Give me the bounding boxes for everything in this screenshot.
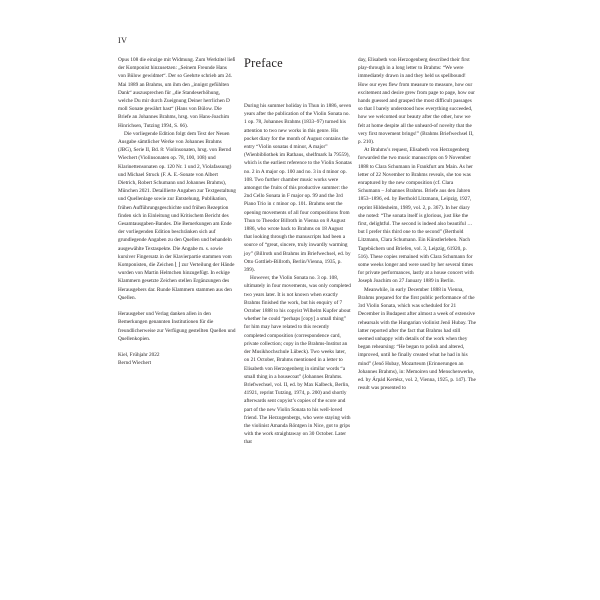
middle-paragraph-1: During his summer holiday in Thun in 1886, seven years after the publication of the Violin Sonata no. 1 op. 78, Johannes Brahms (1833–97) turned his attention to two new works in this genre. His pocket diary for the month of August contains the entry “Violin sonatas d minor, A major” (Wienbibliothek im Rathaus, shelfmark Ia 79559), which is the earliest reference to the Violin Sonatas no. 2 in A major op. 100 and no. 3 in d minor op. 108. Two further chamber music works were amongst the fruits of this productive summer: the 2nd Cello Sonata in F major op. 99 and the 3rd Piano Trio in c minor op. 101. Brahms sent the opening movements of all four compositions from Thun to Theodor Billroth in Vienna on 8 August 1886, who wrote back to Brahms on 18 August that looking through the manuscripts had been a source of “great, sincere, truly inwardly warming joy” (Billroth und Brahms im Briefwechsel, ed. by Otto Gottlieb-Billroth, Berlin/Vienna, 1935, p. 399).	[244, 103, 352, 274]
left-paragraph-1: Opus 108 die einzige mit Widmung. Zum Werktitel ließ der Komponist hinzusetzen: „Seinem Freunde Hans von Bülow gewidmet“. Der so Geehrte schrieb am 24. Mai 1889 an Brahms, um ihm den „innigst gefühlten Dank“ auszusprechen für „die Standeserhöhung, welche Du mir durch Zueignung Deiner herrlichen D moll Sonate gewährt hast“ (Hans von Bülow. Die Briefe an Johannes Brahms, hrsg. von Hans-Joachim Hinrichsen, Tutzing 1994, S. 66).	[118, 57, 236, 129]
preface-heading: Preface	[244, 56, 283, 70]
right-paragraph-3: Meanwhile, in early December 1888 in Vienna, Brahms prepared for the first public performance of the 3rd Violin Sonata, which was scheduled for 21 December in Budapest after almost a week of extensive rehearsals with the Hungarian violinist Jenő Hubay. The latter reported after the fact that Brahms had still seemed unhappy with details of the work when they began rehearsing: “He began to polish and altered, improved, until he finally created what he had in his mind” (Jenő Hubay, Mozarteum (Erinnerungen an Johannes Brahms), in: Memoiren und Menschenwerke, ed. by Árpád Kertész, vol. 2, Vienna, 1925, p. 147). The result was presented to	[358, 286, 476, 392]
right-column	[358, 56, 476, 392]
right-paragraph-2: At Brahms’s request, Elisabeth von Herzogenberg forwarded the two music manuscripts on 9 November 1888 to Clara Schumann in Frankfurt am Main. As her letter of 22 November to Brahms reveals, she too was enraptured by the new composition (cf. Clara Schumann – Johannes Brahms. Briefe aus den Jahren 1853–1896, ed. by Berthold Litzmann, Leipzig, 1927, reprint Hildesheim, 1989, vol. 2, p. 367). In her diary she noted: “The sonata itself is glorious, just like the first, delightful. The second is indeed also beautiful … but I prefer this third one to the second” (Berthold Litzmann, Clara Schumann. Ein Künstlerleben. Nach Tagebüchern und Briefen, vol. 3, Leipzig, 61920, p. 516). These copies remained with Clara Schumann for some weeks longer and were used by her several times for private performances, lastly at a house concert with Joseph Joachim on 27 January 1889 in Berlin.	[358, 147, 474, 285]
middle-body	[244, 102, 352, 447]
signoff-name: Bernd Wiechert	[118, 360, 152, 367]
page-number: IV	[118, 36, 128, 45]
left-paragraph-2: Die vorliegende Edition folgt dem Text der Neuen Ausgabe sämtlicher Werke von Johannes Brahms (JBG), Serie II, Bd. 8: Violinsonaten, hrsg. von Bernd Wiechert (Violinsonaten op. 78, 100, 108) und Klarinettensonaten op. 120 Nr. 1 und 2, Violafassung) und Michael Struck (F. A. E.-Sonate von Albert Dietrich, Robert Schumann und Johannes Brahms), München 2021. Detaillierte Angaben zur Textgestaltung und Quellenlage sowie zur Entstehung, Publikation, frühen Aufführungsgeschichte und frühen Rezeption finden sich in Einleitung und Kritischem Bericht des Gesamtausgaben-Bandes. Die Bemerkungen am Ende der vorliegenden Edition beschränken sich auf grundlegende Angaben zu den Quellen und behandeln ausgewählte Textaspekte. Die Angabe m. s. sowie kursiver Fingersatz in der Klavierpartie stammen vom Komponisten, die Zeichen ⌊ ⌋ zur Verteilung der Hände wurden von Martin Helmchen hinzugefügt. In eckige Klammern gesetzte Zeichen stellen Ergänzungen des Herausgebers dar. Runde Klammern stammen aus den Quellen.	[118, 130, 236, 301]
left-paragraph-3: Herausgeber und Verlag danken allen in den Bemerkungen genannten Institutionen für die freundlicherweise zur Verfügung gestellten Quellen und Quellenkopien.	[118, 311, 236, 342]
middle-column	[244, 56, 352, 447]
middle-paragraph-2: However, the Violin Sonata no. 3 op. 108, ultimately in four movements, was only completed two years later. It is not known when exactly Brahms finished the work, but his enquiry of 7 October 1888 to his copyist Wilhelm Kupfer about whether he could “perhaps [copy] a small thing” for him may have related to this recently completed composition (correspondence card, private collection; copy in the Brahms-Institut an der Musikhochschule Lübeck). Two weeks later, on 21 October, Brahms mentioned in a letter to Elisabeth von Herzogenberg in similar words “a small thing in a housecoat” (Johannes Brahms. Briefwechsel, vol. II, ed. by Max Kalbeck, Berlin, 41921, reprint Tutzing, 1974, p. 200) and shortly afterwards sent copyist’s copies of the score and part of the new Violin Sonata to his well-loved friend. The Herzogenbergs, who were staying with the violinist Amanda Röntgen in Nice, got to grips with the work straightaway on 30 October. Later that	[244, 275, 351, 446]
signoff-place: Kiel, Frühjahr 2022	[118, 351, 160, 358]
left-column	[118, 56, 236, 367]
right-paragraph-1: day, Elisabeth von Herzogenberg described their first play-through in a long letter to Brahms: “We were immediately drawn in and they held us spellbound! How our eyes flew from measure to measure, how our excitement and desire grew from page to page, how our hands guessed and grasped the most difficult passages so that I barely understood how everything succeeded, how we welcomed our beauty after the other, how we felt at home despite all the unheard-of novelty that the very first movement brings!” (Brahms Briefwechsel II, p. 210).	[358, 57, 475, 146]
